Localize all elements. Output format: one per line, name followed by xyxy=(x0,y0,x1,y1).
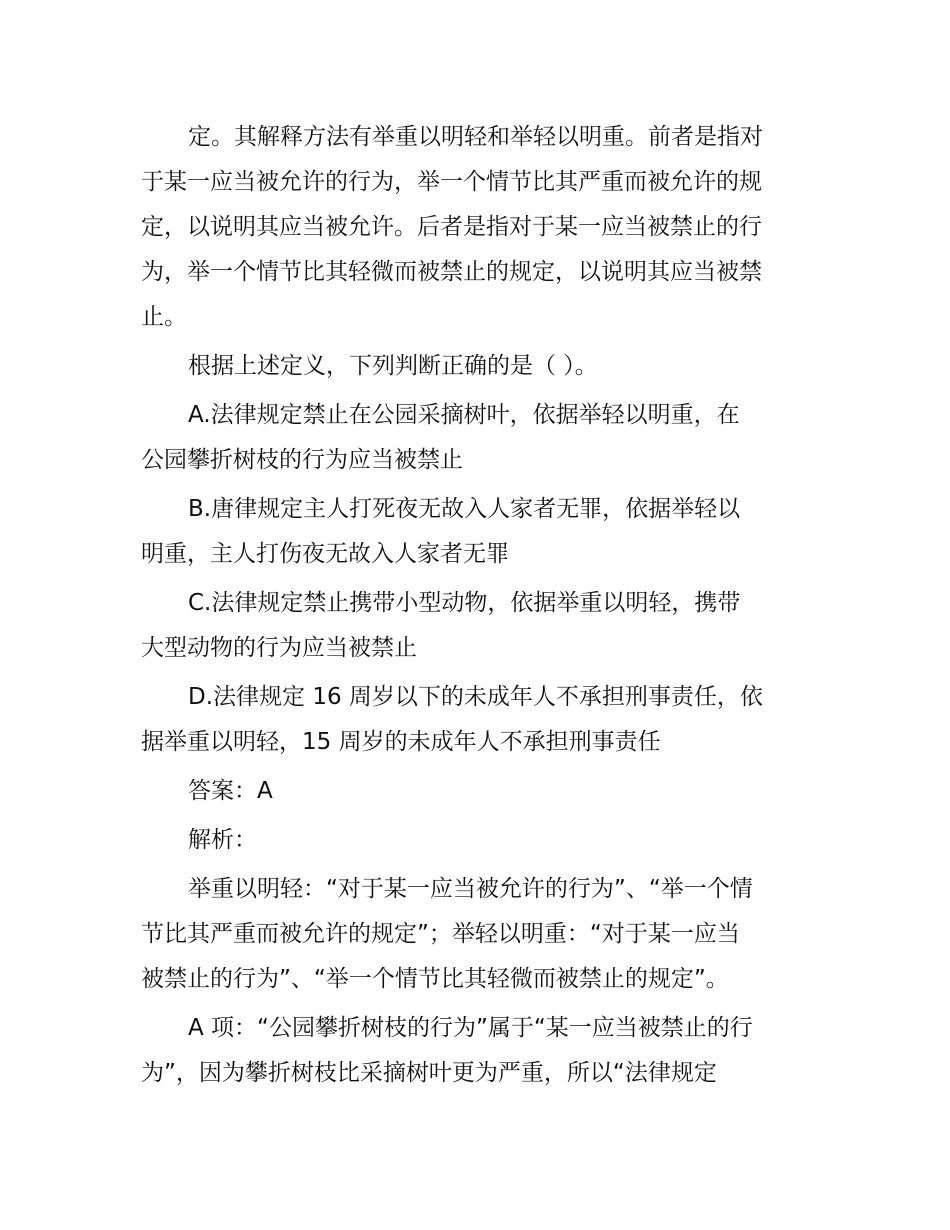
option-c xyxy=(141,581,813,671)
document-body xyxy=(141,115,813,1100)
text-line: 大型动物的行为应当被禁止 xyxy=(141,635,417,661)
text-line: 被禁止的行为”、“举一个情节比其轻微而被禁止的规定”。 xyxy=(141,966,729,992)
text-line: 止。 xyxy=(141,304,187,330)
answer-text: 答案：A xyxy=(188,778,273,804)
text-line: 定，以说明其应当被允许。后者是指对于某一应当被禁止的行 xyxy=(141,214,762,240)
analysis-label: 解析： xyxy=(188,827,257,853)
question-paragraph xyxy=(141,344,813,389)
text-line: 举重以明轻：“对于某一应当被允许的行为”、“举一个情 xyxy=(188,876,753,902)
option-a xyxy=(141,393,813,483)
text-line: 为”，因为攀折树枝比采摘树叶更为严重，所以“法律规定 xyxy=(141,1060,717,1086)
text-line: 节比其严重而被允许的规定”；举轻以明重：“对于某一应当 xyxy=(141,921,740,947)
text-line: A.法律规定禁止在公园采摘树叶，依据举轻以明重，在 xyxy=(188,402,740,428)
definition-paragraph xyxy=(141,115,813,340)
text-line: 据举重以明轻，15 周岁的未成年人不承担刑事责任 xyxy=(141,729,661,755)
option-d xyxy=(141,675,813,765)
text-line: B.唐律规定主人打死夜无故入人家者无罪，依据举轻以 xyxy=(188,496,741,522)
text-line: 于某一应当被允许的行为，举一个情节比其严重而被允许的规 xyxy=(141,169,762,195)
text-line: A 项：“公园攀折树枝的行为”属于“某一应当被禁止的行 xyxy=(188,1015,753,1041)
text-line: 为，举一个情节比其轻微而被禁止的规定，以说明其应当被禁 xyxy=(141,259,762,285)
text-line: 公园攀折树枝的行为应当被禁止 xyxy=(141,447,463,473)
analysis-label-paragraph xyxy=(141,818,813,863)
text-line: C.法律规定禁止携带小型动物，依据举重以明轻，携带 xyxy=(188,590,741,616)
option-b xyxy=(141,487,813,577)
answer-paragraph xyxy=(141,769,813,814)
text-line: 明重，主人打伤夜无故入人家者无罪 xyxy=(141,541,509,567)
text-line: D.法律规定 16 周岁以下的未成年人不承担刑事责任，依 xyxy=(188,684,763,710)
question-text: 根据上述定义，下列判断正确的是（ ）。 xyxy=(188,353,598,379)
analysis-paragraph-1 xyxy=(141,867,813,1002)
text-line: 定。其解释方法有举重以明轻和举轻以明重。前者是指对 xyxy=(188,124,763,150)
analysis-paragraph-2 xyxy=(141,1006,813,1096)
